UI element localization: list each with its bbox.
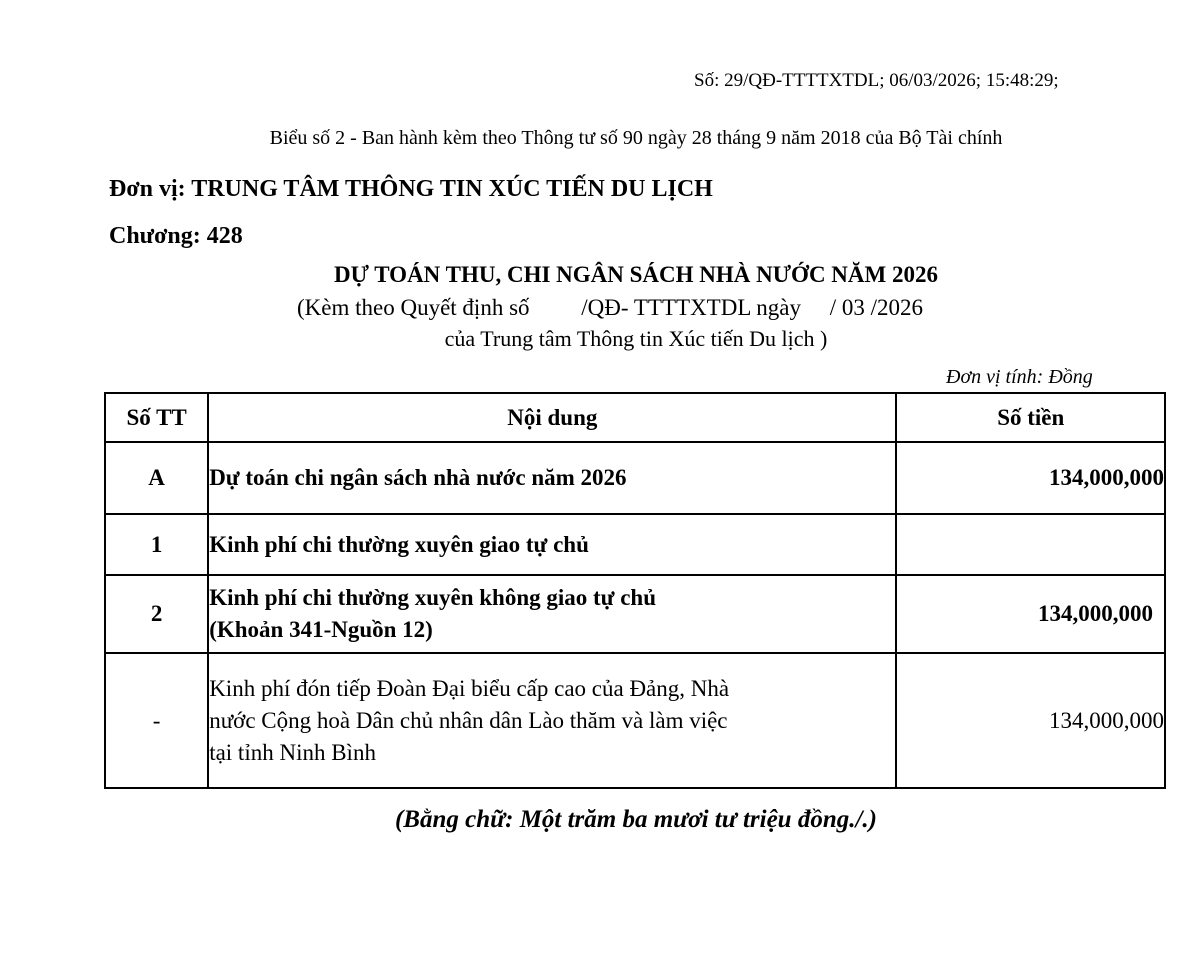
row-content — [208, 653, 896, 788]
subtitle-decision: (Kèm theo Quyết định số /QĐ- TTTTXTDL ngày / 03 /2026 — [297, 295, 924, 320]
row-amount: 134,000,000 — [896, 575, 1165, 653]
table-header-row — [105, 393, 1165, 442]
table-row — [105, 514, 1165, 575]
chapter-code: Chương: 428 — [109, 223, 243, 249]
header-amount: Số tiền — [896, 393, 1165, 442]
row-stt: 2 — [105, 575, 208, 653]
subtitle-issuer: của Trung tâm Thông tin Xúc tiến Du lịch ) — [444, 326, 828, 351]
page-title: DỰ TOÁN THU, CHI NGÂN SÁCH NHÀ NƯỚC NĂM 2026 — [334, 262, 938, 287]
currency-unit: Đơn vị tính: Đồng — [946, 366, 1093, 388]
header-content: Nội dung — [208, 393, 896, 442]
row-content-line: nước Cộng hoà Dân chủ nhân dân Lào thăm và làm việc — [209, 707, 728, 733]
row-stt: - — [105, 653, 208, 788]
row-amount — [896, 514, 1165, 575]
organization-unit: Đơn vị: TRUNG TÂM THÔNG TIN XÚC TIẾN DU LỊCH — [109, 176, 713, 202]
amount-in-words: (Bằng chữ: Một trăm ba mươi tư triệu đồng./.) — [394, 806, 877, 833]
form-note: Biểu số 2 - Ban hành kèm theo Thông tư số 90 ngày 28 tháng 9 năm 2018 của Bộ Tài chính — [269, 127, 1003, 149]
table-row — [105, 653, 1165, 788]
row-content — [208, 575, 896, 653]
row-content: Kinh phí chi thường xuyên giao tự chủ — [208, 514, 896, 575]
budget-table — [104, 392, 1166, 789]
document-reference: Số: 29/QĐ-TTTTXTDL; 06/03/2026; 15:48:29; — [694, 70, 1059, 91]
table-row — [105, 575, 1165, 653]
row-stt: 1 — [105, 514, 208, 575]
row-content-line: (Khoản 341-Nguồn 12) — [209, 617, 433, 642]
row-content: Dự toán chi ngân sách nhà nước năm 2026 — [208, 442, 896, 514]
row-content-line: Kinh phí chi thường xuyên không giao tự chủ — [209, 585, 657, 610]
row-stt: A — [105, 442, 208, 514]
header-stt: Số TT — [105, 393, 208, 442]
row-content-line: Kinh phí đón tiếp Đoàn Đại biểu cấp cao của Đảng, Nhà — [209, 675, 730, 701]
row-amount: 134,000,000 — [896, 653, 1165, 788]
row-amount: 134,000,000 — [896, 442, 1165, 514]
row-content-line: tại tỉnh Ninh Bình — [209, 739, 376, 765]
table-row — [105, 442, 1165, 514]
